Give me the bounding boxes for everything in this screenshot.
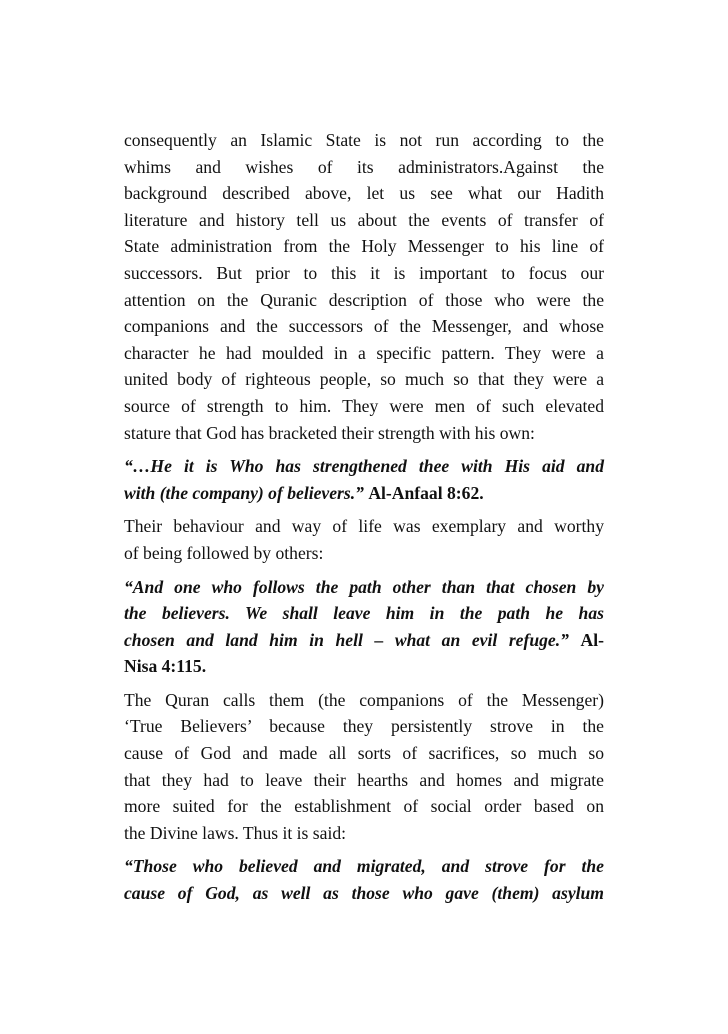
quranic-quote bbox=[124, 574, 604, 680]
quote-line: the believers. We shall leave him in the path he has bbox=[124, 603, 604, 624]
text-line: character he had moulded in a specific pattern. They were a bbox=[124, 342, 604, 363]
text-line: ‘True Believers’ because they persistently strove in the bbox=[124, 716, 604, 737]
quote-line bbox=[124, 653, 604, 680]
text-line: background described above, let us see what our Hadith bbox=[124, 183, 604, 204]
quranic-quote bbox=[124, 853, 604, 906]
quote-text: chosen and land him in hell – what an evil refuge.” bbox=[124, 629, 569, 650]
quote-text: with (the company) of believers.” bbox=[124, 482, 364, 503]
text-line: literature and history tell us about the events of transfer of bbox=[124, 209, 604, 230]
quote-line: cause of God, as well as those who gave (them) asylum bbox=[124, 883, 604, 904]
text-line: Their behaviour and way of life was exemplary and worthy bbox=[124, 516, 604, 537]
verse-citation: Al- bbox=[580, 629, 604, 650]
body-paragraph bbox=[124, 127, 604, 446]
text-line: consequently an Islamic State is not run according to the bbox=[124, 130, 604, 150]
text-line: united body of righteous people, so much so that they were a bbox=[124, 369, 604, 390]
text-line: stature that God has bracketed their strength with his own: bbox=[124, 422, 535, 443]
text-line: more suited for the establishment of social order based on bbox=[124, 796, 604, 817]
body-paragraph bbox=[124, 513, 604, 566]
text-line: successors. But prior to this it is important to focus our bbox=[124, 262, 604, 283]
verse-citation: Nisa 4:115. bbox=[124, 656, 207, 677]
quote-line: “Those who believed and migrated, and strove for the bbox=[124, 856, 604, 877]
text-line: companions and the successors of the Messenger, and whose bbox=[124, 316, 604, 337]
text-line: the Divine laws. Thus it is said: bbox=[124, 822, 347, 843]
text-line: cause of God and made all sorts of sacrifices, so much so bbox=[124, 743, 604, 764]
text-line: attention on the Quranic description of those who were the bbox=[124, 289, 604, 310]
verse-citation: Al-Anfaal 8:62. bbox=[368, 482, 484, 503]
body-paragraph bbox=[124, 687, 604, 847]
quote-line bbox=[124, 480, 604, 507]
text-line: State administration from the Holy Messenger to his line of bbox=[124, 236, 604, 257]
text-line: The Quran calls them (the companions of the Messenger) bbox=[124, 689, 604, 710]
text-line: source of strength to him. They were men of such elevated bbox=[124, 395, 604, 416]
quote-line bbox=[124, 627, 604, 654]
text-line: that they had to leave their hearths and homes and migrate bbox=[124, 769, 604, 790]
text-line: of being followed by others: bbox=[124, 542, 324, 563]
text-line: whims and wishes of its administrators.Against the bbox=[124, 156, 604, 177]
quote-line: “And one who follows the path other than that chosen by bbox=[124, 576, 604, 597]
quranic-quote bbox=[124, 453, 604, 506]
quote-line: “…He it is Who has strengthened thee with His aid and bbox=[124, 456, 604, 477]
document-page bbox=[124, 127, 604, 914]
